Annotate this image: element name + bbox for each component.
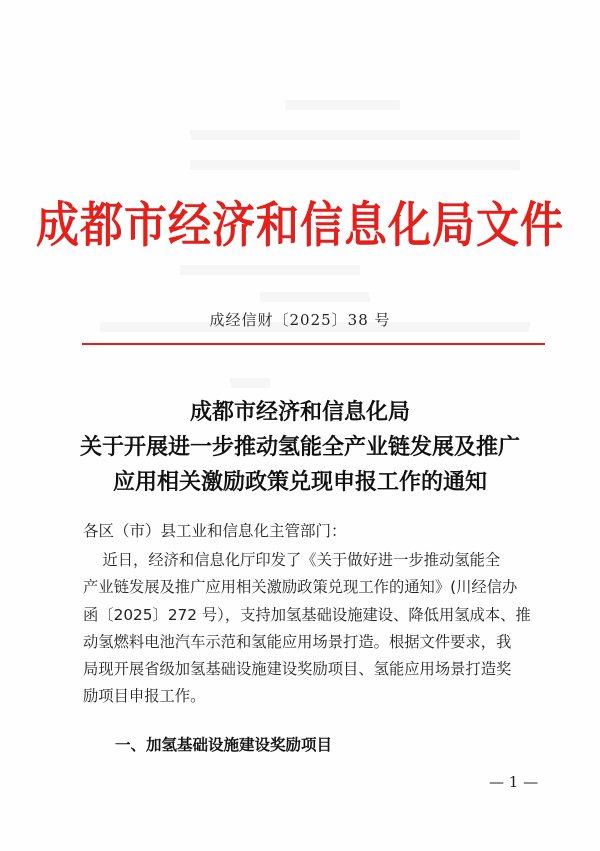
- body-line: 局现开展省级加氢基础设施建设奖励项目、氢能应用场景打造奖: [83, 660, 512, 679]
- section-heading: 一、加氢基础设施建设奖励项目: [115, 736, 333, 754]
- bleed-through-mark: [180, 265, 360, 275]
- page-number: — 1 —: [489, 773, 539, 791]
- addressee: 各区（市）县工业和信息化主管部门：: [83, 522, 347, 540]
- body-line: 励项目申报工作。: [83, 687, 206, 706]
- body-line: 函〔2025〕272 号），支持加氢基础设施建设、降低用氢成本、推: [83, 605, 531, 624]
- notice-title-line-1: 成都市经济和信息化局: [189, 399, 410, 425]
- red-separator-line: [82, 343, 545, 345]
- bleed-through-mark: [285, 100, 400, 110]
- body-line: 近日，经济和信息化厅印发了《关于做好进一步推动氢能全: [83, 551, 501, 569]
- document-number: 成经信财〔2025〕38 号: [209, 311, 391, 329]
- bleed-through-mark: [190, 160, 520, 170]
- bleed-through-mark: [230, 378, 270, 388]
- notice-title: [0, 395, 600, 500]
- bleed-through-mark: [190, 130, 520, 140]
- body-line: 动氢燃料电池汽车示范和氢能应用场景打造。根据文件要求，我: [83, 632, 512, 651]
- body-paragraph: [83, 547, 553, 711]
- body-line: 产业链发展及推广应用相关激励政策兑现工作的通知》(川经信办: [83, 578, 518, 597]
- bleed-through-mark: [260, 292, 370, 302]
- issuer-header-title: 成都市经济和信息化局文件: [36, 198, 564, 254]
- notice-title-line-2: 关于开展进一步推动氢能全产业链发展及推广: [79, 434, 520, 460]
- notice-title-line-3: 应用相关激励政策兑现申报工作的通知: [112, 469, 487, 495]
